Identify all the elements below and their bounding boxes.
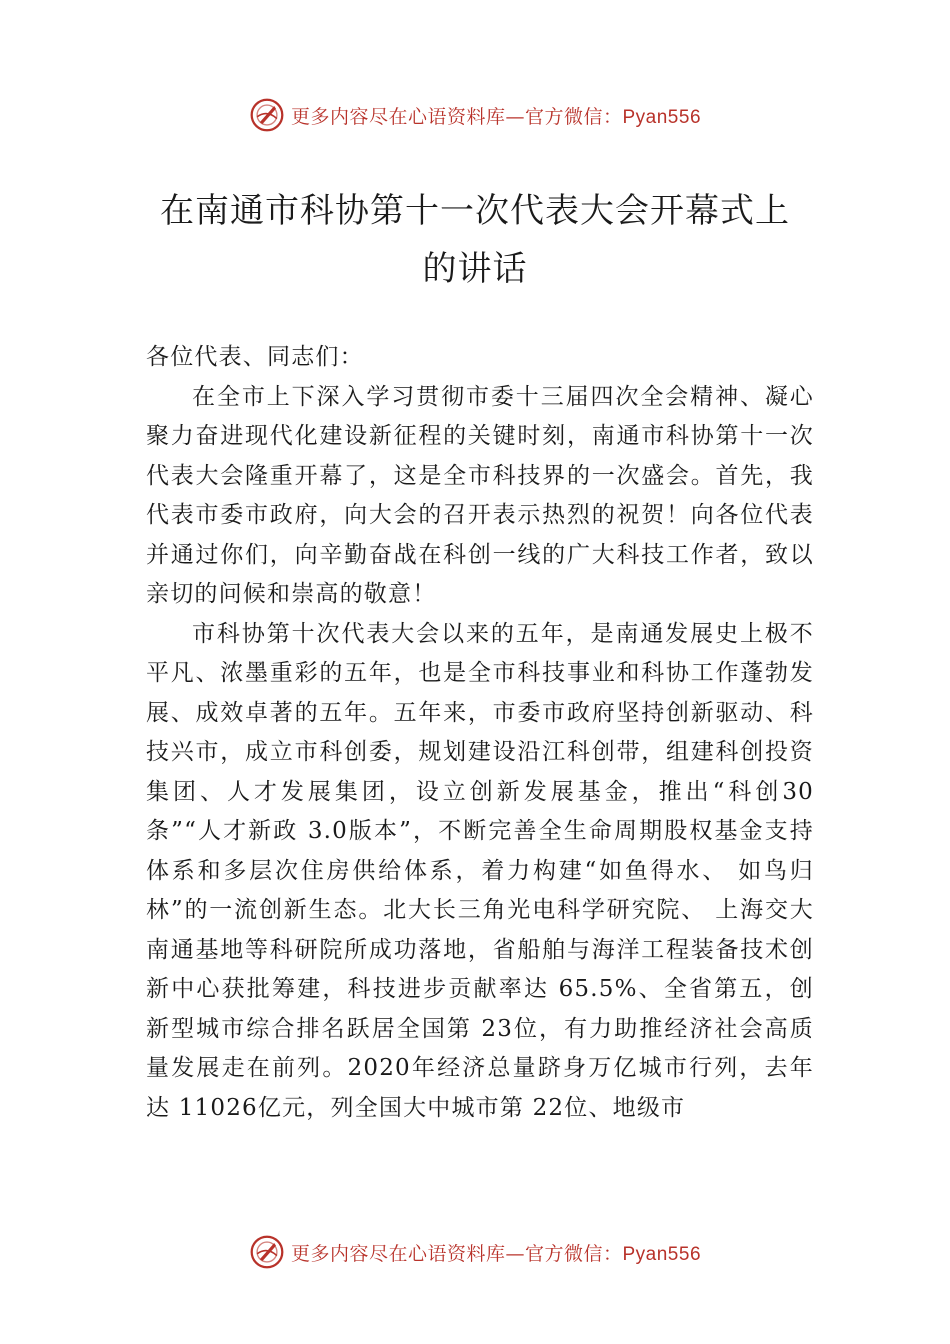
paragraph-2: 市科协第十次代表大会以来的五年，是南通发展史上极不平凡、浓墨重彩的五年，也是全市科技事业和科协工作蓬勃发展、成效卓著的五年。五年来，市委市政府坚持创新驱动、科技兴市，成立市科创委，规划建设沿江科创带，组建科创投资集团、人才发展集团，设立创新发展基金，推出“科创30条”“人才新政 3.0版本”，不断完善全生命周期股权基金支持体系和多层次住房供给体系，着力构建“如鱼得水、 如鸟归林”的一流创新生态。北大长三角光电科学研究院、 上海交大南通基地等科研院所成功落地，省船舶与海洋工程装备技术创新中心获批筹建，科技进步贡献率达 65.5%、全省第五，创新型城市综合排名跃居全国第 23位，有力助推经济社会高质量发展走在前列。2020年经济总量跻身万亿城市行列，去年达 11026亿元，列全国大中城市第 22位、地级市 <box>146 620 814 1121</box>
paragraph-1: 在全市上下深入学习贯彻市委十三届四次全会精神、凝心聚力奋进现代化建设新征程的关键时刻，南通市科协第十一次代表大会隆重开幕了，这是全市科技界的一次盛会。首先，我代表市委市政府，向大会的召开表示热烈的祝贺！向各位代表并通过你们，向辛勤奋战在科创一线的广大科技工作者，致以亲切的问候和崇高的敬意！ <box>146 383 814 607</box>
document-body <box>146 338 814 1128</box>
title-line-2: 的讲话 <box>422 249 528 289</box>
banner-text <box>291 1239 701 1266</box>
banner-text <box>291 102 701 129</box>
banner-wechat-id: Pyan556 <box>622 1243 702 1265</box>
title-line-1: 在南通市科协第十一次代表大会开幕式上 <box>160 191 790 231</box>
banner-label: 更多内容尽在心语资料库—官方微信： <box>290 1242 623 1265</box>
footer-watermark-banner <box>0 1232 950 1272</box>
document-title <box>100 182 850 298</box>
banner-wechat-id: Pyan556 <box>622 106 702 128</box>
header-watermark-banner <box>0 95 950 135</box>
banner-label: 更多内容尽在心语资料库—官方微信： <box>290 105 623 128</box>
seal-logo-icon <box>249 97 285 133</box>
salutation: 各位代表、同志们： <box>146 344 364 370</box>
seal-logo-icon <box>249 1234 285 1270</box>
